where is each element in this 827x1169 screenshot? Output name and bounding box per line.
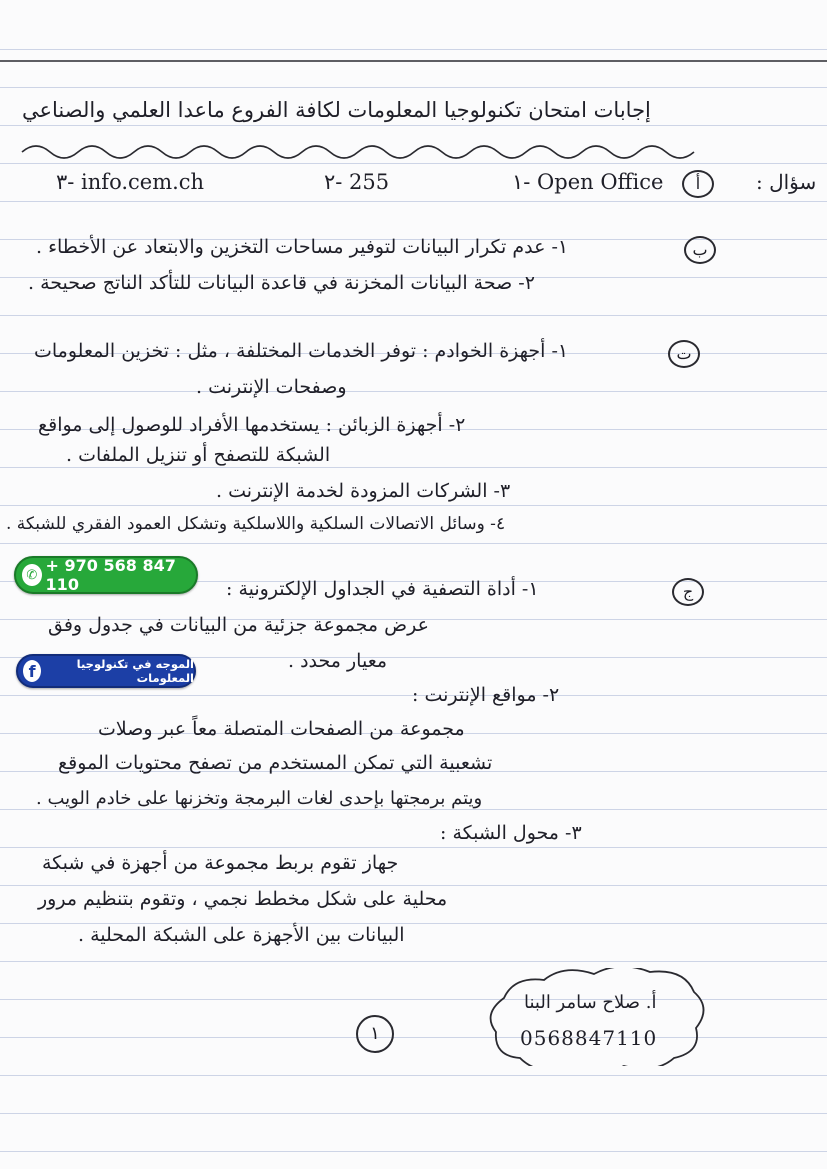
term-2-heading: ٢- مواقع الإنترنت :: [412, 684, 560, 706]
term-1-heading: ١- أداة التصفية في الجداول الإلكترونية :: [226, 578, 539, 600]
branch-c-item-2-line-2: الشبكة للتصفح أو تنزيل الملفات .: [66, 444, 331, 466]
branch-a-circle: أ: [682, 170, 714, 198]
term-1-line-1: عرض مجموعة جزئية من البيانات في جدول وفق: [48, 614, 429, 636]
branch-a-answer-3: ٣- info.cem.ch: [56, 170, 205, 194]
branch-c-item-2-line-1: ٢- أجهزة الزبائن : يستخدمها الأفراد للوصول إلى مواقع: [38, 414, 466, 436]
term-1-line-2: معيار محدد .: [288, 650, 388, 672]
branch-b-answer-1: ١- عدم تكرار البيانات لتوفير مساحات التخزين والابتعاد عن الأخطاء .: [36, 236, 569, 258]
whatsapp-contact-badge[interactable]: [14, 556, 198, 594]
term-2-line-2: تشعبية التي تمكن المستخدم من تصفح محتويات الموقع: [58, 752, 493, 774]
term-2-line-1: مجموعة من الصفحات المتصلة معاً عبر وصلات: [98, 718, 465, 740]
branch-c-item-3: ٣- الشركات المزودة لخدمة الإنترنت .: [216, 480, 511, 502]
branch-a-answer-1: ١- Open Office: [512, 170, 664, 194]
branch-a-answer-2: ٢- 255: [324, 170, 390, 194]
branch-c-item-1-line-2: وصفحات الإنترنت .: [196, 376, 347, 398]
teacher-phone: 0568847110: [520, 1026, 658, 1050]
page-title: إجابات امتحان تكنولوجيا المعلومات لكافة الفروع ماعدا العلمي والصناعي: [22, 98, 651, 122]
term-3-line-1: جهاز تقوم بربط مجموعة من أجهزة في شبكة: [42, 852, 399, 874]
term-3-line-3: البيانات بين الأجهزة على الشبكة المحلية .: [78, 924, 405, 946]
question-label: سؤال :: [756, 170, 817, 194]
facebook-page-name: الموجه في تكنولوجيا المعلومات: [76, 657, 194, 685]
whatsapp-icon: ✆: [22, 564, 42, 586]
branch-c-circle: ت: [668, 340, 700, 368]
branch-d-circle: ج: [672, 578, 704, 606]
teacher-signature: [484, 968, 714, 1066]
term-3-line-2: محلية على شكل مخطط نجمي ، وتقوم بتنظيم مرور: [38, 888, 448, 910]
whatsapp-number: + 970 568 847 110: [45, 556, 176, 594]
facebook-page-badge[interactable]: [16, 654, 196, 688]
branch-c-item-4: ٤- وسائل الاتصالات السلكية واللاسلكية وتشكل العمود الفقري للشبكة .: [6, 514, 506, 534]
signature-cloud-border: [484, 968, 714, 1066]
facebook-icon: f: [23, 660, 41, 682]
title-wave-underline: [0, 0, 827, 170]
term-2-line-3: ويتم برمجتها بإحدى لغات البرمجة وتخزنها على خادم الويب .: [36, 788, 483, 809]
teacher-name: أ. صلاح سامر البنا: [524, 992, 657, 1013]
branch-b-circle: ب: [684, 236, 716, 264]
page-number: ١: [356, 1015, 394, 1053]
term-3-heading: ٣- محول الشبكة :: [440, 822, 582, 844]
branch-c-item-1-line-1: ١- أجهزة الخوادم : توفر الخدمات المختلفة ، مثل : تخزين المعلومات: [34, 340, 569, 362]
branch-b-answer-2: ٢- صحة البيانات المخزنة في قاعدة البيانات للتأكد الناتج صحيحة .: [28, 272, 535, 294]
